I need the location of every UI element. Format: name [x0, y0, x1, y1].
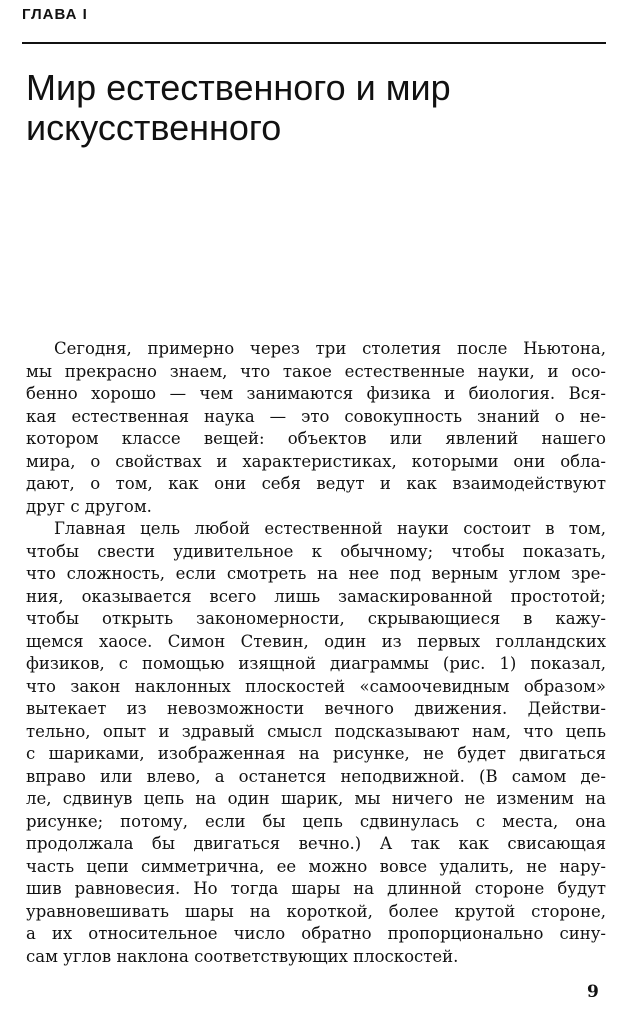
text-line: вправо или влево, а останется неподвижной. (В самом де- — [26, 766, 606, 786]
text-line: чтобы открыть закономерности, скрывающиеся в кажу- — [26, 609, 606, 628]
text-line: сам углов наклона соответствующих плоскостей. — [26, 946, 459, 966]
chapter-title-line: искусственного — [26, 107, 282, 148]
text-line: шив равновесия. Но тогда шары на длинной стороне будут — [26, 879, 606, 898]
text-line: друг с другом. — [26, 496, 152, 516]
page-number: 9 — [587, 982, 599, 1002]
paragraph-2 — [26, 518, 606, 968]
text-line: дают, о том, как они себя ведут и как взаимодействуют — [26, 474, 606, 493]
text-line: физиков, с помощью изящной диаграммы (рис. 1) показал, — [26, 654, 606, 673]
text-line: кая естественная наука — это совокупность знаний о не- — [26, 406, 606, 426]
chapter-label: ГЛАВА I — [22, 6, 88, 23]
text-line: Главная цель любой естественной науки состоит в том, — [54, 519, 606, 538]
text-line: уравновешивать шары на короткой, более крутой стороне, — [26, 901, 606, 921]
chapter-title — [26, 68, 586, 148]
text-line: бенно хорошо — чем занимаются физика и биология. Вся- — [26, 384, 606, 403]
text-line: рисунке; потому, если бы цепь сдвинулась с места, она — [26, 811, 606, 831]
text-line: часть цепи симметрична, ее можно вовсе удалить, не нару- — [26, 856, 606, 876]
text-line: Сегодня, примерно через три столетия после Ньютона, — [54, 339, 606, 358]
text-line: мира, о свойствах и характеристиках, которыми они обла- — [26, 451, 606, 471]
text-line: котором классе вещей: объектов или явлений нашего — [26, 429, 606, 448]
text-line: чтобы свести удивительное к обычному; чтобы показать, — [26, 541, 606, 561]
text-line: продолжала бы двигаться вечно.) А так как свисающая — [26, 834, 606, 853]
text-line: щемся хаосе. Симон Стевин, один из первых голландских — [26, 631, 606, 651]
text-line: что сложность, если смотреть на нее под верным углом зре- — [26, 564, 606, 583]
header-rule — [22, 42, 606, 44]
text-line: мы прекрасно знаем, что такое естественные науки, и осо- — [26, 361, 606, 381]
chapter-title-line: Мир естественного и мир — [26, 67, 451, 108]
body-text — [26, 338, 606, 968]
text-line: ле, сдвинув цепь на один шарик, мы ничего не изменим на — [26, 789, 606, 808]
text-line: вытекает из невозможности вечного движения. Действи- — [26, 699, 606, 718]
paragraph-1 — [26, 338, 606, 518]
text-line: тельно, опыт и здравый смысл подсказывают нам, что цепь — [26, 721, 606, 741]
text-line: что закон наклонных плоскостей «самоочевидным образом» — [26, 676, 606, 696]
text-line: ния, оказывается всего лишь замаскированной простотой; — [26, 586, 606, 606]
text-line: а их относительное число обратно пропорционально сину- — [26, 924, 606, 943]
text-line: с шариками, изображенная на рисунке, не будет двигаться — [26, 744, 606, 763]
